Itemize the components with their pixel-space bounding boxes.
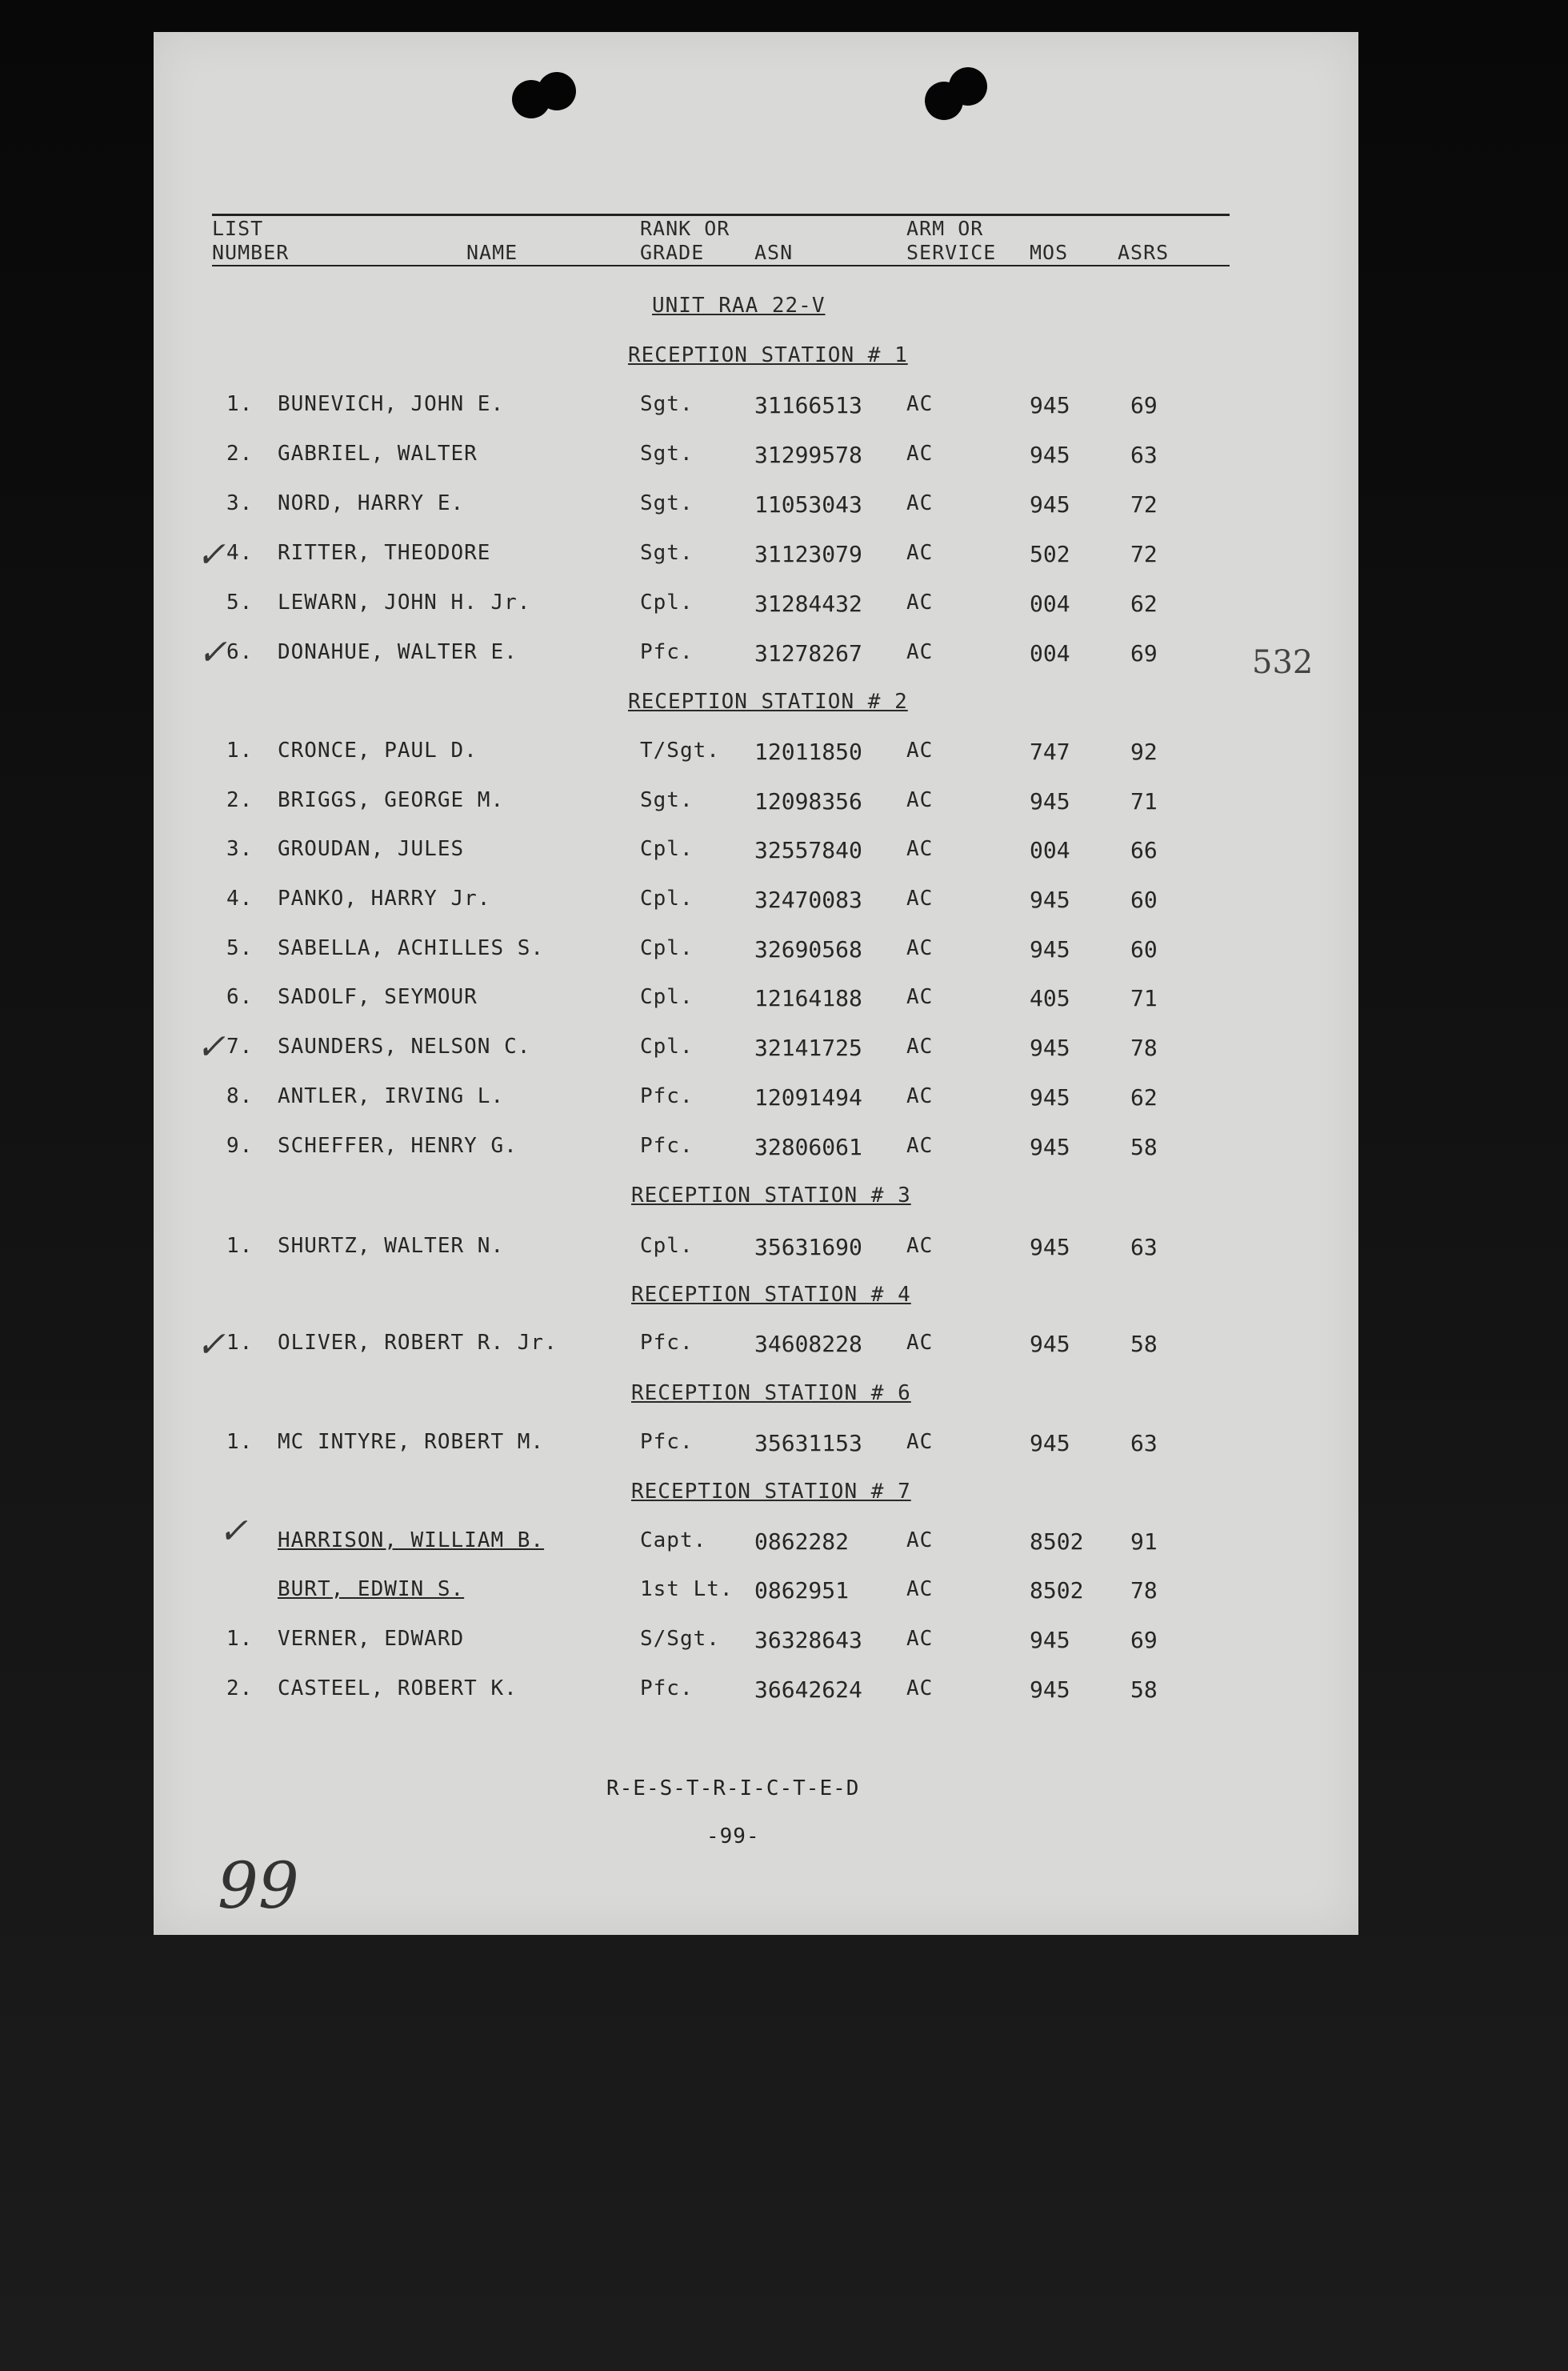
header-asrs: ASRS <box>1118 241 1170 264</box>
table-row: 4. PANKO, HARRY Jr. Cpl. 32470083 AC 945 60 <box>226 887 1158 913</box>
table-row: 2. BRIGGS, GEORGE M. Sgt. 12098356 AC 945 71 <box>226 788 1158 815</box>
table-row: 1. BUNEVICH, JOHN E. Sgt. 31166513 AC 945 69 <box>226 392 1158 419</box>
punch-hole <box>538 72 576 110</box>
header-arm: ARM OR SERVICE <box>906 217 997 264</box>
header-list-number: LIST NUMBER <box>212 217 290 264</box>
handwritten-check-mark: ✓ <box>196 535 226 575</box>
header-mos: MOS <box>1030 241 1069 264</box>
classification-footer: R-E-S-T-R-I-C-T-E-D <box>606 1776 860 1800</box>
section-title: RECEPTION STATION # 3 <box>631 1183 911 1208</box>
table-row: 1. MC INTYRE, ROBERT M. Pfc. 35631153 AC 945 63 <box>226 1430 1158 1456</box>
section-title: RECEPTION STATION # 4 <box>631 1283 911 1307</box>
section-title: RECEPTION STATION # 1 <box>628 343 908 367</box>
table-row: 6. DONAHUE, WALTER E. Pfc. 31278267 AC 004 69 <box>226 640 1158 667</box>
header-name: NAME <box>466 241 518 264</box>
section-title: RECEPTION STATION # 7 <box>631 1480 911 1504</box>
page-number: -99- <box>706 1824 760 1848</box>
table-row: 9. SCHEFFER, HENRY G. Pfc. 32806061 AC 945 58 <box>226 1134 1158 1160</box>
table-row: 1. SHURTZ, WALTER N. Cpl. 35631690 AC 945 63 <box>226 1234 1158 1260</box>
table-row: BURT, EDWIN S. 1st Lt. 0862951 AC 8502 78 <box>278 1577 1158 1604</box>
punch-hole <box>949 67 987 106</box>
table-row: 7. SAUNDERS, NELSON C. Cpl. 32141725 AC 945 78 <box>226 1035 1158 1061</box>
table-row: 6. SADOLF, SEYMOUR Cpl. 12164188 AC 405 71 <box>226 985 1158 1011</box>
header-rank: RANK OR GRADE <box>640 217 730 264</box>
table-row: HARRISON, WILLIAM B. Capt. 0862282 AC 8502 91 <box>278 1528 1158 1555</box>
table-row: 1. VERNER, EDWARD S/Sgt. 36328643 AC 945 69 <box>226 1627 1158 1653</box>
handwritten-check-mark: ✓ <box>218 1511 248 1552</box>
table-row: 5. LEWARN, JOHN H. Jr. Cpl. 31284432 AC 004 62 <box>226 591 1158 617</box>
table-row: 5. SABELLA, ACHILLES S. Cpl. 32690568 AC 945 60 <box>226 936 1158 963</box>
header-bottom-rule <box>212 265 1230 266</box>
table-row: 2. CASTEEL, ROBERT K. Pfc. 36642624 AC 945 58 <box>226 1676 1158 1703</box>
handwritten-page-number: 99 <box>218 1848 299 1923</box>
header-asn: ASN <box>754 241 794 264</box>
section-title: RECEPTION STATION # 6 <box>631 1381 911 1405</box>
handwritten-check-mark: ✓ <box>198 632 227 673</box>
section-title: RECEPTION STATION # 2 <box>628 690 908 714</box>
table-row: 3. GROUDAN, JULES Cpl. 32557840 AC 004 66 <box>226 837 1158 863</box>
header-top-rule <box>212 214 1230 216</box>
table-row: 3. NORD, HARRY E. Sgt. 11053043 AC 945 72 <box>226 491 1158 518</box>
table-row: 8. ANTLER, IRVING L. Pfc. 12091494 AC 945 62 <box>226 1084 1158 1111</box>
handwritten-check-mark: ✓ <box>196 1324 226 1365</box>
unit-title: UNIT RAA 22-V <box>652 294 826 318</box>
table-row: 4. RITTER, THEODORE Sgt. 31123079 AC 502 72 <box>226 541 1158 567</box>
margin-page-number: 532 <box>1252 644 1314 681</box>
handwritten-check-mark: ✓ <box>196 1027 226 1067</box>
table-row: 2. GABRIEL, WALTER Sgt. 31299578 AC 945 63 <box>226 442 1158 468</box>
table-row: 1. OLIVER, ROBERT R. Jr. Pfc. 34608228 AC 945 58 <box>226 1331 1158 1357</box>
table-row: 1. CRONCE, PAUL D. T/Sgt. 12011850 AC 747 92 <box>226 739 1158 765</box>
